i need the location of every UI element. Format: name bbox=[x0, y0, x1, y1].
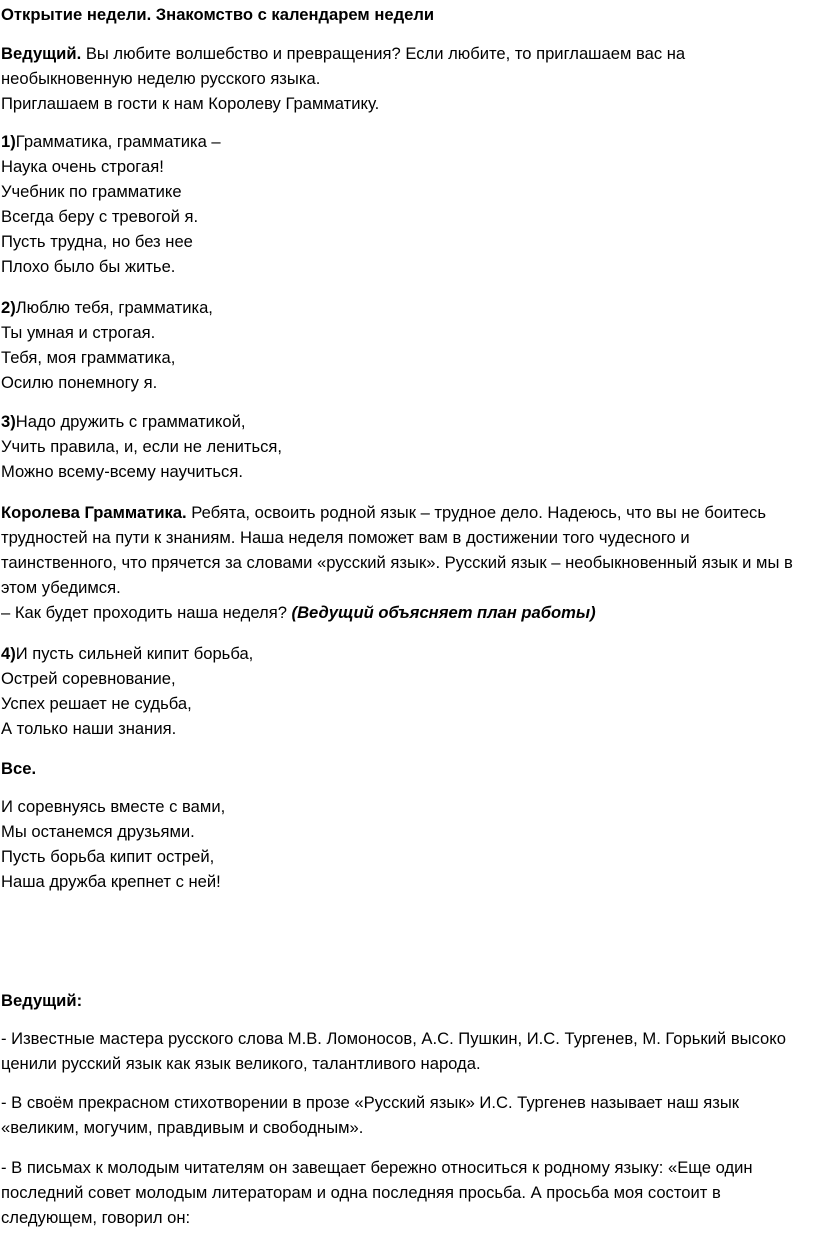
queen-block bbox=[1, 500, 809, 625]
poem-line: Наука очень строгая! bbox=[1, 157, 164, 176]
poem-line: 1)Грамматика, грамматика – bbox=[1, 132, 221, 151]
poem-line: А только наши знания. bbox=[1, 719, 177, 738]
poem-number: 4) bbox=[1, 644, 16, 663]
all-verse bbox=[1, 794, 809, 894]
poem-line: Тебя, моя грамматика, bbox=[1, 348, 176, 367]
intro-text: Вы любите волшебство и превращения? Если любите, то приглашаем вас на необыкновенную неделю русского языка. bbox=[1, 44, 686, 88]
poem-4 bbox=[1, 641, 809, 741]
host-paragraph-3: - В письмах к молодым читателям он завещает бережно относиться к родному языку: «Еще один последний совет молодым литераторам и одна последняя просьба. А просьба моя состоит в следующем, говорил он: bbox=[1, 1158, 753, 1227]
poem-line: Успех решает не судьба, bbox=[1, 694, 192, 713]
queen-text: Ребята, освоить родной язык – трудное дело. Надеюсь, что вы не боитесь трудностей на пути к знаниям. Наша неделя поможет вам в достижении того чудесного и таинственного, что прячется за словами «русский язык». Русский язык – необыкновенный язык и мы в этом убедимся. bbox=[1, 503, 793, 597]
verse-line: Наша дружба крепнет с ней! bbox=[1, 872, 221, 891]
poem-line: 2)Люблю тебя, грамматика, bbox=[1, 298, 213, 317]
poem-number: 3) bbox=[1, 412, 16, 431]
stage-note: (Ведущий объясняет план работы) bbox=[291, 603, 596, 622]
verse-line: Мы останемся друзьями. bbox=[1, 822, 195, 841]
poem-line: Учить правила, и, если не лениться, bbox=[1, 437, 283, 456]
host-label: Ведущий: bbox=[1, 991, 83, 1010]
intro-paragraph bbox=[1, 41, 809, 91]
host-paragraph-1: - Известные мастера русского слова М.В. Ломоносов, А.С. Пушкин, И.С. Тургенев, М. Горький высоко ценили русский язык как язык великого, талантливого народа. bbox=[1, 1029, 786, 1073]
poem-line: 4)И пусть сильней кипит борьба, bbox=[1, 644, 254, 663]
poem-line: Плохо было бы житье. bbox=[1, 257, 176, 276]
intro-line-2: Приглашаем в гости к нам Королеву Грамматику. bbox=[1, 94, 380, 113]
poem-line: Осилю понемногу я. bbox=[1, 373, 158, 392]
poem-line: Учебник по грамматике bbox=[1, 182, 182, 201]
queen-question: – Как будет проходить наша неделя? (Ведущий объясняет план работы) bbox=[1, 603, 596, 622]
poem-line: Пусть трудна, но без нее bbox=[1, 232, 193, 251]
intro-block bbox=[1, 41, 809, 116]
poem-line: 3)Надо дружить с грамматикой, bbox=[1, 412, 246, 431]
poem-number: 1) bbox=[1, 132, 16, 151]
page-title: Открытие недели. Знакомство с календарем недели bbox=[1, 5, 435, 24]
poem-line: Всегда беру с тревогой я. bbox=[1, 207, 199, 226]
queen-paragraph bbox=[1, 500, 809, 600]
poem-1 bbox=[1, 129, 809, 279]
verse-line: Пусть борьба кипит острей, bbox=[1, 847, 215, 866]
verse-line: И соревнуясь вместе с вами, bbox=[1, 797, 226, 816]
poem-2 bbox=[1, 295, 809, 395]
poem-line: Можно всему-всему научиться. bbox=[1, 462, 243, 481]
poem-line: Острей соревнование, bbox=[1, 669, 176, 688]
all-label: Все. bbox=[1, 759, 37, 778]
poem-line: Ты умная и строгая. bbox=[1, 323, 156, 342]
host-paragraph-2: - В своём прекрасном стихотворении в прозе «Русский язык» И.С. Тургенев называет наш язык «великим, могучим, правдивым и свободным». bbox=[1, 1093, 740, 1137]
poem-number: 2) bbox=[1, 298, 16, 317]
poem-3 bbox=[1, 409, 809, 484]
intro-speaker: Ведущий. bbox=[1, 44, 82, 63]
queen-speaker: Королева Грамматика. bbox=[1, 503, 187, 522]
